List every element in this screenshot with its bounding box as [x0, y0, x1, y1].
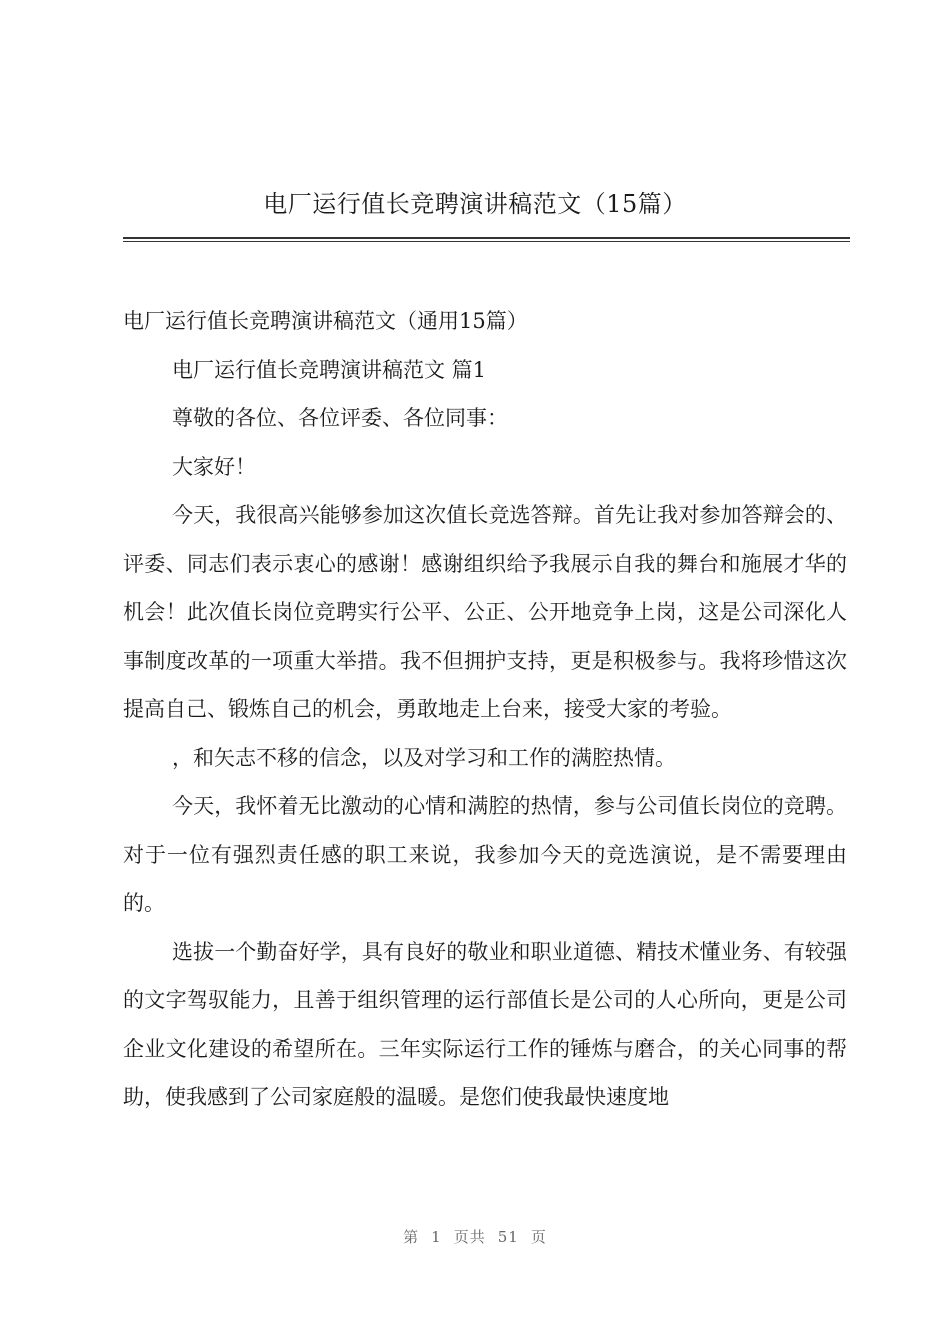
footer-prefix: 第 [403, 1228, 420, 1246]
paragraph-salutation: 尊敬的各位、各位评委、各位同事： [172, 406, 508, 430]
footer-middle: 页共 [453, 1228, 486, 1246]
footer-total-pages: 51 [497, 1228, 519, 1246]
paragraph-section-heading: 电厂运行值长竞聘演讲稿范文 篇1 [172, 357, 487, 382]
paragraph-subtitle: 电厂运行值长竞聘演讲稿范文（通用15篇） [123, 309, 528, 333]
paragraph-body: 今天，我怀着无比激动的心情和满腔的热情，参与公司值长岗位的竞聘。对于一位有强烈责任感的职工来说，我参加今天的竞选演说，是不需要理由的。 [123, 794, 847, 915]
document-body [123, 297, 847, 1122]
footer-suffix: 页 [530, 1228, 547, 1246]
paragraph-body: ，和矢志不移的信念，以及对学习和工作的满腔热情。 [172, 745, 676, 770]
paragraph-body: 选拔一个勤奋好学，具有良好的敬业和职业道德、精技术懂业务、有较强的文字驾驭能力，且善于组织管理的运行部值长是公司的人心所向，更是公司企业文化建设的希望所在。三年实际运行工作的锤炼与磨合，的关心同事的帮助，使我感到了公司家庭般的温暖。是您们使我最快速度地 [123, 939, 847, 1109]
paragraph-body: 今天，我很高兴能够参加这次值长竞选答辩。首先让我对参加答辩会的、评委、同志们表示衷心的感谢！感谢组织给予我展示自我的舞台和施展才华的机会！此次值长岗位竞聘实行公平、公正、公开地竞争上岗，这是公司深化人事制度改革的一项重大举措。我不但拥护支持，更是积极参与。我将珍惜这次提高自己、锻炼自己的机会，勇敢地走上台来，接受大家的考验。 [123, 503, 847, 721]
page-footer [0, 1226, 950, 1247]
footer-page-number: 1 [431, 1228, 442, 1246]
document-title: 电厂运行值长竞聘演讲稿范文（15篇） [263, 190, 687, 218]
paragraph-greeting: 大家好！ [172, 454, 256, 479]
title-divider [123, 237, 850, 242]
